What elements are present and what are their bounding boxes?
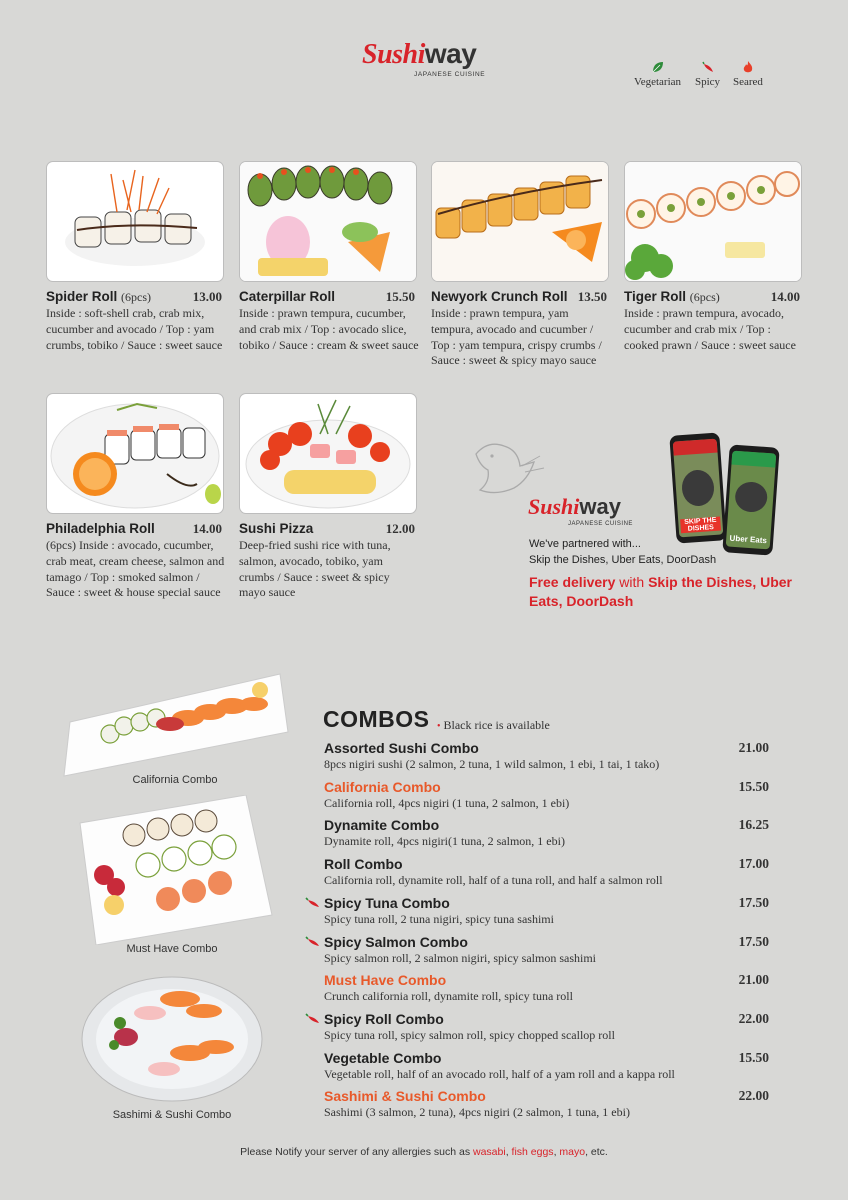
legend-label: Seared — [733, 76, 763, 88]
promo-logo — [528, 494, 633, 527]
item-description: Inside : prawn tempura, avocado, cucumber and crab mix / Top : cooked prawn / Sauce : sweet sauce — [624, 306, 796, 352]
combo-row — [324, 817, 769, 855]
promo-partners-list: Skip the Dishes, Uber Eats, DoorDash — [529, 554, 717, 566]
item-name: Philadelphia Roll — [46, 521, 155, 536]
restaurant-logo — [362, 38, 492, 88]
item-price: 14.00 — [192, 521, 222, 536]
combo-description: Spicy tuna roll, spicy salmon roll, spicy chopped scallop roll — [324, 1027, 615, 1042]
newyork-crunch-roll-photo — [431, 161, 609, 282]
combo-row — [324, 934, 769, 972]
chili-icon — [305, 1013, 320, 1025]
logo-wordmark: Sushiway — [362, 38, 477, 70]
item-price: 15.50 — [385, 289, 415, 304]
item-price: 14.00 — [770, 289, 800, 304]
item-description: Inside : soft-shell crab, crab mix, cucumber and avocado / Top : yam crumbs, tobiko / Sauce : sweet sauce — [46, 306, 223, 352]
item-price: 13.50 — [577, 289, 607, 304]
combo-row — [324, 740, 769, 778]
combo-name: California Combo — [324, 778, 441, 795]
promo-free-delivery: Free delivery with Skip the Dishes, Uber Eats, DoorDash — [529, 574, 793, 609]
combo-row — [324, 895, 769, 933]
legend-seared — [733, 60, 763, 88]
combo-description: Crunch california roll, dynamite roll, spicy tuna roll — [324, 989, 573, 1004]
california-combo-photo — [60, 672, 290, 786]
legend-vegetarian — [634, 60, 681, 88]
combo-row — [324, 779, 769, 817]
spider-roll-photo — [46, 161, 224, 282]
menu-item-caterpillar-roll — [239, 161, 419, 352]
combo-caption: Must Have Combo — [126, 943, 218, 955]
caterpillar-roll-photo — [239, 161, 417, 282]
sushi-pizza-photo — [239, 393, 417, 514]
flame-icon — [741, 60, 755, 74]
item-description: Inside : prawn tempura, cucumber, and crab mix / Top : avocado slice, tobiko / Sauce : cream & sweet sauce — [239, 306, 419, 352]
item-price: 12.00 — [385, 521, 415, 536]
combo-name: Sashimi & Sushi Combo — [324, 1088, 486, 1105]
combo-price: 17.50 — [738, 894, 769, 910]
combo-row — [324, 972, 769, 1010]
logo-subtitle: JAPANESE CUISINE — [414, 71, 486, 78]
combo-row — [324, 1011, 769, 1049]
item-description: Deep-fried sushi rice with tuna, salmon, avocado, tobiko, yam crumbs / Sauce : sweet & spicy mayo sauce — [239, 538, 391, 600]
combo-description: Vegetable roll, half of an avocado roll, half of a yam roll and a kappa roll — [324, 1066, 675, 1081]
promo-logo-wordmark: Sushiway — [528, 494, 621, 519]
chili-icon — [305, 936, 320, 948]
combo-description: Spicy tuna roll, 2 tuna nigiri, spicy tuna sashimi — [324, 911, 554, 926]
item-name: Tiger Roll (6pcs) — [624, 289, 720, 304]
combo-row — [324, 856, 769, 894]
combo-description: Dynamite roll, 4pcs nigiri(1 tuna, 2 salmon, 1 ebi) — [324, 834, 565, 849]
combo-name: Vegetable Combo — [324, 1049, 442, 1066]
allergy-notice: Please Notify your server of any allergies such as wasabi, fish eggs, mayo, etc. — [240, 1146, 608, 1158]
combo-price: 22.00 — [738, 1010, 769, 1026]
delivery-promo — [470, 432, 793, 612]
phone-skip-the-dishes — [669, 432, 726, 543]
combo-price: 16.25 — [738, 817, 769, 833]
combo-row — [324, 1050, 769, 1088]
combo-name: Assorted Sushi Combo — [324, 740, 479, 756]
item-name: Spider Roll (6pcs) — [46, 289, 152, 304]
must-have-combo-photo — [74, 795, 274, 949]
promo-logo-subtitle: JAPANESE CUISINE — [568, 521, 633, 527]
combo-price: 15.50 — [738, 778, 769, 794]
chili-icon — [305, 897, 320, 909]
combo-price: 21.00 — [738, 740, 769, 755]
item-name: Caterpillar Roll — [239, 289, 336, 304]
legend-label: Spicy — [695, 76, 721, 88]
leaf-icon — [651, 60, 665, 74]
menu-item-philadelphia-roll — [46, 393, 225, 600]
combo-name: Roll Combo — [324, 856, 403, 873]
combo-name: Spicy Roll Combo — [324, 1010, 444, 1027]
tiger-roll-photo — [624, 161, 802, 282]
promo-partnered-text: We've partnered with... — [529, 538, 641, 550]
skip-label: SKIP THE DISHES — [680, 517, 721, 534]
combo-row — [324, 1088, 769, 1126]
combo-price: 21.00 — [738, 972, 769, 988]
combo-name: Spicy Tuna Combo — [324, 894, 450, 911]
item-name: Sushi Pizza — [239, 521, 314, 536]
combo-name: Dynamite Combo — [324, 817, 440, 834]
phone-uber-eats — [722, 444, 779, 555]
combo-price: 17.00 — [738, 856, 769, 872]
combo-price: 17.50 — [738, 933, 769, 949]
combo-description: 8pcs nigiri sushi (2 salmon, 2 tuna, 1 wild salmon, 1 ebi, 1 tai, 1 tako) — [324, 757, 660, 771]
philadelphia-roll-photo — [46, 393, 224, 514]
chili-icon — [701, 60, 715, 74]
legend-label: Vegetarian — [634, 76, 682, 88]
black-rice-note: • Black rice is available — [437, 718, 550, 732]
sashimi-sushi-combo-photo — [80, 973, 264, 1109]
menu-item-sushi-pizza — [239, 393, 415, 600]
item-description: Inside : prawn tempura, yam tempura, avocado and cucumber / Top : yam tempura, crispy crumbs / Sauce : sweet & spicy mayo sauce — [431, 306, 602, 368]
combo-description: California roll, dynamite roll, half of a tuna roll, and half a salmon roll — [324, 873, 663, 888]
combo-name: Spicy Salmon Combo — [324, 933, 468, 950]
menu-item-spider-roll — [46, 161, 223, 352]
combo-price: 22.00 — [738, 1088, 769, 1104]
combo-description: Spicy salmon roll, 2 salmon nigiri, spicy salmon sashimi — [324, 950, 596, 965]
uber-label: Uber Eats — [729, 533, 768, 546]
combos-heading: COMBOS — [323, 706, 430, 732]
combo-price: 15.50 — [738, 1049, 769, 1065]
combo-description: Sashimi (3 salmon, 2 tuna), 4pcs nigiri (2 salmon, 1 tuna, 1 ebi) — [324, 1105, 630, 1120]
item-description: (6pcs) Inside : avocado, cucumber, crab meat, cream cheese, salmon and tamago / Top : smoked salmon / Sauce : sweet & house special sauce — [46, 538, 225, 600]
combo-caption: California Combo — [132, 774, 218, 786]
menu-item-tiger-roll — [624, 161, 800, 352]
combo-caption: Sashimi & Sushi Combo — [112, 1109, 232, 1121]
item-name: Newyork Crunch Roll — [431, 289, 568, 304]
menu-item-newyork-crunch-roll — [431, 161, 607, 368]
combo-name: Must Have Combo — [324, 972, 447, 989]
legend-spicy — [695, 60, 720, 88]
item-price: 13.00 — [192, 289, 222, 304]
combo-description: California roll, 4pcs nigiri (1 tuna, 2 salmon, 1 ebi) — [324, 795, 570, 810]
